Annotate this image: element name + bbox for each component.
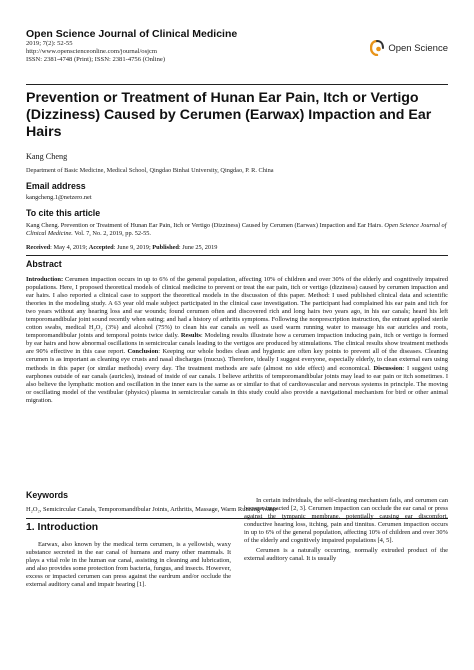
right-column <box>244 497 448 563</box>
abstract-intro-label: Introduction: <box>26 276 64 283</box>
citation-volume: Vol. 7, No. 2, 2019, pp. 52-55. <box>72 229 152 237</box>
open-science-logo-icon <box>370 40 384 56</box>
keywords-heading: Keywords <box>26 490 69 500</box>
abstract-discussion: : I suggest using earphones outside of ear canals (auricles), instead of inside of ear canals. I believe arthritis of temporomandibular joints may lead to ear pain or itch sometimes. I also believe the lymphatic motion and oscillation in the inner ears is the same as or similar to that of cardiovascular and nervous systems in principle. The moving or oscillating model of the vestibular (physics) plasma in semicircular canals in this study could also provide a navigational mechanism for bird or other animal migration. <box>26 364 448 404</box>
accepted-date: : June 9, 2019; <box>113 244 153 251</box>
abstract-body <box>26 276 448 405</box>
journal-url[interactable]: http://www.openscienceonline.com/journal/osjcm <box>26 48 158 56</box>
abstract-rule <box>26 255 448 256</box>
citation-text: Kang Cheng. Prevention or Treatment of Hunan Ear Pain, Itch or Vertigo (Dizziness) Caused by Cerumen (Earwax) Impaction and Ear Hairs. <box>26 222 383 229</box>
abstract-discussion-label: Discussion <box>373 364 403 372</box>
email-address[interactable]: kangcheng.1@netzero.net <box>26 194 92 201</box>
intro-paragraph-3: Cerumen is a naturally occurring, normally extruded product of the external auditory canal. It is usually <box>244 547 448 563</box>
author-name: Kang Cheng <box>26 152 68 161</box>
volume-pages: 2019; 7(2): 52-55 <box>26 40 73 47</box>
intro-paragraph-1: Earwax, also known by the medical term cerumen, is a yellowish, waxy substance secreted in the ear canal of humans and many other mammals. It plays a vital role in the human ear canal, assisting in cleaning and lubrication, and also provides some protection from bacteria, fungus, and insects. However, excess or impacted cerumen can press against the eardrum and/or occlude the external auditory canal and impair hearing [1]. <box>26 541 231 589</box>
cite-heading: To cite this article <box>26 208 101 218</box>
journal-header <box>26 28 448 88</box>
abstract-intro: Cerumen impaction occurs in up to 6% of the general population, affecting 10% of children and over 30% of the elderly and cognitively impaired populations. Here, I proposed theoretical models of clinical medicine to prevent or treat the ear pain, itch or vertigo (dizziness) caused by cerumen impaction and ear hairs. I also reported a clinical case to support the theoretical models in the discussion of this paper. Method: I used published clinical data and scientific theories in the modeling study. A 63 year old male subject participated in the clinical case investigation. The participant had complained his ear pain and itch for two years without any hearing loss and ear wounds; found cerumen often and discovered rich and long hairs two years ago, in his ear canals; heard his left temporomandibular joint sound recently when eating; and had a history of arthritis symptoms. Following the nonprescription instruction, the entrant applied sterile cotton swabs, medical H₂O₂ (3%) and alcohol (75%) to clean his ear canals as well as used warm running water to massage his ear auricles and roots, temporomandibular joints and temporal points twice daily. <box>26 276 448 340</box>
email-heading: Email address <box>26 181 86 191</box>
issn: ISSN: 2381-4748 (Print); ISSN: 2381-4756 (Online) <box>26 56 166 64</box>
citation-journal: Open Science Journal of Clinical Medicine. <box>26 222 447 237</box>
journal-name: Open Science Journal of Clinical Medicine <box>26 28 238 40</box>
article-title: Prevention or Treatment of Hunan Ear Pain, Itch or Vertigo (Dizziness) Caused by Cerumen (Earwax) Impaction and Ear Hairs <box>26 90 432 140</box>
accepted-label: Accepted <box>88 244 114 251</box>
abstract-conclusion: : Keeping our whole bodies clean and hygienic are often key points to prevent all of the diseases. Cleaning cerumen is as important as cleaning eye crusts and nasal discharges (mucus). Therefore, ideally I suggest everyone, especially elderly, to clean external ears using methods in this paper (or similar methods) every day. The treatment methods are safe (almost no side effect) and economical. <box>26 348 448 372</box>
received-label: Received <box>26 244 51 251</box>
article-dates <box>26 244 217 251</box>
keywords-list: H₂O₂, Semicircular Canals, Temporomandibular Joints, Arthritis, Massage, Warm Running Water <box>26 506 277 513</box>
abstract-results: : Modeling results illustrate how a cerumen impaction inducing pain, itch or vertigo is formed by ear hairs and how abnormal oscillations in semicircular canals leading to the vertigos are produced by stimulations. The clinical results show treatment methods are 90% effective in this case report. <box>26 332 449 356</box>
affiliation: Department of Basic Medicine, Medical School, Qingdao Binhai University, Qingdao, P. R. China <box>26 167 274 174</box>
abstract-heading: Abstract <box>26 259 62 269</box>
left-column <box>26 522 231 589</box>
published-date: : June 25, 2019 <box>178 244 218 251</box>
header-rule <box>26 84 448 85</box>
intro-paragraph-2: In certain individuals, the self-cleaning mechanism fails, and cerumen can become impacted [2, 3]. Cerumen impaction can occlude the ear canal or press against the tympanic membrane, potentially causing ear discomfort, conductive hearing loss, itching, pain and tinnitus. Cerumen impaction occurs in up to 6% of the general population, affecting 10% of children and over 30% of the elderly and cognitively impaired populations [4, 5]. <box>244 497 448 545</box>
citation <box>26 222 448 238</box>
publisher-logo <box>370 40 448 56</box>
abstract-conclusion-label: Conclusion <box>127 348 159 356</box>
publisher-name: Open Science <box>388 42 448 54</box>
introduction-heading: 1. Introduction <box>26 522 99 533</box>
received-date: : May 4, 2019; <box>50 244 89 251</box>
published-label: Published <box>152 244 179 251</box>
abstract-results-label: Results <box>180 332 201 340</box>
